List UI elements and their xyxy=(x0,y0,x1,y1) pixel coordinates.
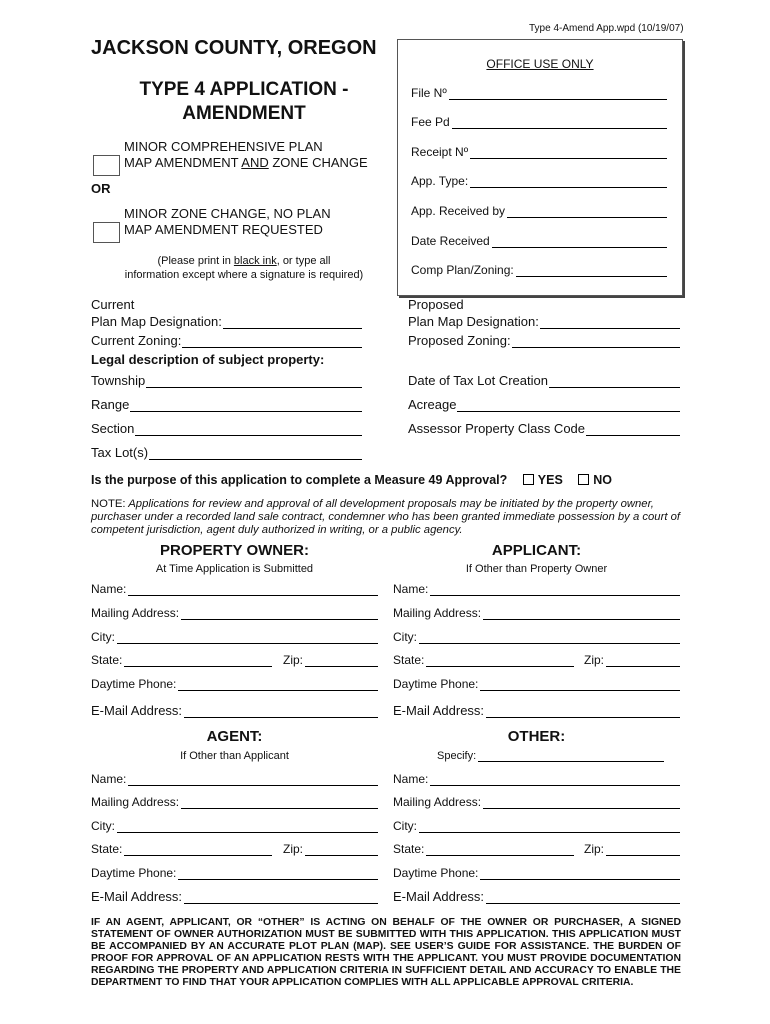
proposed-plan-map-label: Plan Map Designation: xyxy=(408,314,539,329)
date-received-field[interactable] xyxy=(411,234,667,248)
applicant-name-label: Name: xyxy=(393,582,429,596)
range-label: Range xyxy=(91,397,130,412)
owner-mailing-label: Mailing Address: xyxy=(91,606,180,620)
other-email-field[interactable] xyxy=(393,889,680,904)
print-instructions-line1 xyxy=(91,254,397,268)
other-state-label: State: xyxy=(393,842,425,856)
property-owner-subheading: At Time Application is Submitted xyxy=(155,563,314,575)
applicant-city-label: City: xyxy=(393,630,417,644)
agent-name-label: Name: xyxy=(91,772,127,786)
agent-email-field[interactable] xyxy=(91,889,378,904)
applicant-heading: APPLICANT: xyxy=(491,542,582,559)
option1-text-a: MAP AMENDMENT xyxy=(124,155,242,170)
receipt-no-field[interactable] xyxy=(411,145,667,159)
office-use-heading: OFFICE USE ONLY xyxy=(486,57,594,71)
yes-checkbox[interactable] xyxy=(523,474,534,485)
note-label: NOTE: xyxy=(91,498,126,510)
app-received-by-label: App. Received by xyxy=(411,204,506,218)
property-owner-heading: PROPERTY OWNER: xyxy=(160,542,309,559)
current-zoning-label: Current Zoning: xyxy=(91,333,182,348)
agent-zip-label: Zip: xyxy=(283,842,304,856)
authorization-notice: IF AN AGENT, APPLICANT, OR “OTHER” IS ACTING ON BEHALF OF THE OWNER OR PURCHASER, A SIGNED STATEMENT OF OWNER AUTHORIZATION MUST BE SUBMITTED WITH THIS APPLICATION. THIS APPLICATION MUST BE ACCOMPANIED BY AN ACCURATE PLOT PLAN (MAP). SEE USER’S GUIDE FOR ASSISTANCE. THE BURDEN OF PROOF FOR APPROVAL OF AN APPLICATION RESTS WITH THE APPLICANT. YOU MUST PROVIDE DOCUMENTATION REGARDING THE PROPERTY AND APPLICATION CRITERIA IN SUFFICIENT DETAIL AND ACCURACY TO ENABLE THE DEPARTMENT TO FIND THAT YOUR APPLICATION COMPLIES WITH ALL APPLICABLE APPROVAL CRITERIA. xyxy=(91,917,681,988)
other-city-label: City: xyxy=(393,819,417,833)
note-text: Applications for review and approval of all development proposals may be initiated by the property owner, purchaser under a recorded land sale contract, condemner who has been granted immediate possession by a court of competent jurisdiction, agent duly authorized in writing, or a public agency. xyxy=(91,498,681,536)
assessor-class-label: Assessor Property Class Code xyxy=(408,421,586,436)
other-zip-label: Zip: xyxy=(584,842,605,856)
proposed-plan-map-field[interactable] xyxy=(408,314,680,329)
other-specify-label: Specify: xyxy=(437,750,477,762)
applicant-state-label: State: xyxy=(393,653,425,667)
fee-pd-field[interactable] xyxy=(411,115,667,129)
acreage-label: Acreage xyxy=(408,397,457,412)
option1-label-line2 xyxy=(124,155,368,171)
receipt-no-label: Receipt Nº xyxy=(411,145,469,159)
file-reference: Type 4-Amend App.wpd (10/19/07) xyxy=(529,23,684,34)
file-no-label: File Nº xyxy=(411,86,447,100)
proposed-zoning-label: Proposed Zoning: xyxy=(408,333,511,348)
agent-city-label: City: xyxy=(91,819,115,833)
applicant-email-field[interactable] xyxy=(393,703,680,718)
agent-state-label: State: xyxy=(91,842,123,856)
applicant-zip-label: Zip: xyxy=(584,653,605,667)
other-name-field[interactable] xyxy=(393,772,680,786)
other-zip-field[interactable] xyxy=(584,842,680,856)
owner-state-label: State: xyxy=(91,653,123,667)
office-use-box xyxy=(397,39,683,296)
option1-text-b: ZONE CHANGE xyxy=(268,155,368,170)
applicant-phone-label: Daytime Phone: xyxy=(393,677,479,691)
applicant-city-field[interactable] xyxy=(393,630,680,644)
assessor-class-field[interactable] xyxy=(408,421,680,436)
print-instructions-line2: information except where a signature is required) xyxy=(124,269,364,281)
owner-zip-label: Zip: xyxy=(283,653,304,667)
option1-checkbox[interactable] xyxy=(93,155,120,176)
applicant-mailing-field[interactable] xyxy=(393,606,680,620)
no-checkbox[interactable] xyxy=(578,474,589,485)
form-title-line1: TYPE 4 APPLICATION - xyxy=(139,79,349,100)
owner-name-field[interactable] xyxy=(91,582,378,596)
owner-phone-field[interactable] xyxy=(91,677,378,691)
current-plan-map-field[interactable] xyxy=(91,314,362,329)
owner-email-label: E-Mail Address: xyxy=(91,703,183,718)
range-field[interactable] xyxy=(91,397,362,412)
current-label: Current xyxy=(91,297,135,312)
agent-zip-field[interactable] xyxy=(283,842,378,856)
legal-description-heading: Legal description of subject property: xyxy=(91,352,325,367)
option1-and: AND xyxy=(241,155,269,170)
or-label: OR xyxy=(91,181,111,196)
township-label: Township xyxy=(91,373,146,388)
agent-heading: AGENT: xyxy=(206,728,263,745)
note-block xyxy=(91,498,681,537)
comp-plan-zoning-label: Comp Plan/Zoning: xyxy=(411,263,514,277)
owner-name-label: Name: xyxy=(91,582,127,596)
other-name-label: Name: xyxy=(393,772,429,786)
agent-name-field[interactable] xyxy=(91,772,378,786)
no-label: NO xyxy=(593,473,613,487)
fee-pd-label: Fee Pd xyxy=(411,115,450,129)
owner-city-label: City: xyxy=(91,630,115,644)
applicant-phone-field[interactable] xyxy=(393,677,680,691)
option1-label-line1: MINOR COMPREHENSIVE PLAN xyxy=(124,139,323,154)
other-heading: OTHER: xyxy=(507,728,566,745)
other-state-field[interactable] xyxy=(393,842,574,856)
comp-plan-zoning-field[interactable] xyxy=(411,263,667,277)
other-specify-field[interactable] xyxy=(437,749,664,762)
app-type-label: App. Type: xyxy=(411,174,469,188)
agent-phone-label: Daytime Phone: xyxy=(91,866,177,880)
applicant-name-field[interactable] xyxy=(393,582,680,596)
other-mailing-label: Mailing Address: xyxy=(393,795,482,809)
measure49-row xyxy=(91,473,612,487)
acreage-field[interactable] xyxy=(408,397,680,412)
county-title: JACKSON COUNTY, OREGON xyxy=(91,37,377,59)
applicant-state-field[interactable] xyxy=(393,653,574,667)
applicant-zip-field[interactable] xyxy=(584,653,680,667)
other-email-label: E-Mail Address: xyxy=(393,889,485,904)
proposed-label: Proposed xyxy=(408,297,464,312)
instr-a: (Please print in xyxy=(157,255,234,267)
form-title-line2: AMENDMENT xyxy=(182,103,306,124)
date-received-label: Date Received xyxy=(411,234,490,248)
app-type-field[interactable] xyxy=(411,174,667,188)
proposed-zoning-field[interactable] xyxy=(408,333,680,348)
agent-email-label: E-Mail Address: xyxy=(91,889,183,904)
tax-lot-creation-label: Date of Tax Lot Creation xyxy=(408,373,548,388)
app-received-by-field[interactable] xyxy=(411,204,667,218)
agent-phone-field[interactable] xyxy=(91,866,378,880)
owner-phone-label: Daytime Phone: xyxy=(91,677,177,691)
owner-email-field[interactable] xyxy=(91,703,378,718)
other-mailing-field[interactable] xyxy=(393,795,680,809)
owner-state-field[interactable] xyxy=(91,653,272,667)
yes-label: YES xyxy=(537,473,563,487)
other-city-field[interactable] xyxy=(393,819,680,833)
file-no-field[interactable] xyxy=(411,86,667,100)
agent-subheading: If Other than Applicant xyxy=(180,750,289,762)
owner-mailing-field[interactable] xyxy=(91,606,378,620)
instr-ink: black ink xyxy=(233,255,277,267)
agent-mailing-field[interactable] xyxy=(91,795,378,809)
current-zoning-field[interactable] xyxy=(91,333,362,348)
applicant-email-label: E-Mail Address: xyxy=(393,703,485,718)
owner-zip-field[interactable] xyxy=(283,653,378,667)
section-label: Section xyxy=(91,421,135,436)
option2-label-line2: MAP AMENDMENT REQUESTED xyxy=(124,222,323,237)
applicant-mailing-label: Mailing Address: xyxy=(393,606,482,620)
applicant-subheading: If Other than Property Owner xyxy=(465,563,608,575)
agent-state-field[interactable] xyxy=(91,842,272,856)
option2-label-line1: MINOR ZONE CHANGE, NO PLAN xyxy=(124,206,331,221)
agent-city-field[interactable] xyxy=(91,819,378,833)
option2-checkbox[interactable] xyxy=(93,222,120,243)
owner-city-field[interactable] xyxy=(91,630,378,644)
tax-lots-field[interactable] xyxy=(91,445,362,460)
other-phone-label: Daytime Phone: xyxy=(393,866,479,880)
section-field[interactable] xyxy=(91,421,362,436)
other-phone-field[interactable] xyxy=(393,866,680,880)
instr-b: , or type all xyxy=(276,255,331,267)
measure49-question: Is the purpose of this application to complete a Measure 49 Approval? xyxy=(91,473,508,487)
tax-lot-creation-field[interactable] xyxy=(408,373,680,388)
tax-lots-label: Tax Lot(s) xyxy=(91,445,149,460)
township-field[interactable] xyxy=(91,373,362,388)
current-plan-map-label: Plan Map Designation: xyxy=(91,314,222,329)
agent-mailing-label: Mailing Address: xyxy=(91,795,180,809)
